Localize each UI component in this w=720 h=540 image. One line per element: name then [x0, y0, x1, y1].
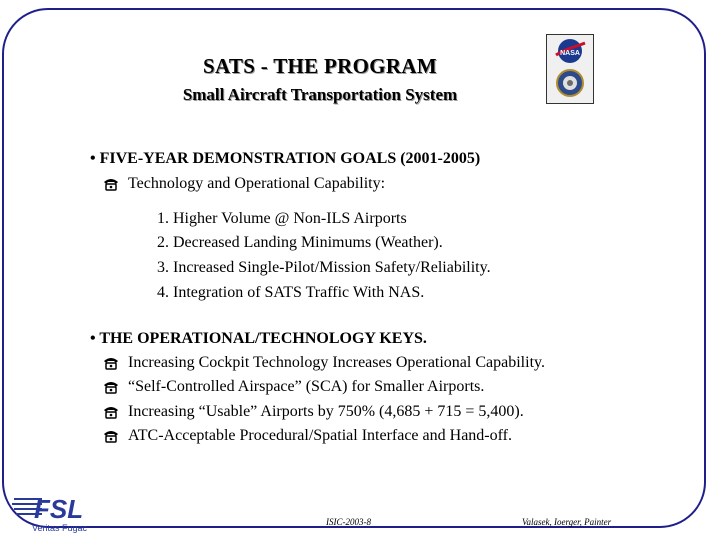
fsl-logo-motto: Veritas Fugac [32, 523, 88, 533]
nasa-logo-icon [547, 35, 593, 103]
footer-code: ISIC-2003-8 [326, 517, 371, 527]
list-item [103, 427, 512, 445]
key-text: Increasing “Usable” Airports by 750% (4,685 + 715 = 5,400). [128, 403, 524, 420]
footer-authors: Valasek, Ioerger, Painter [522, 517, 612, 527]
slide-subtitle: Small Aircraft Transportation System [182, 85, 458, 104]
goal-item: 3. Increased Single-Pilot/Mission Safety/Reliability. [157, 259, 491, 276]
fsl-logo-icon [12, 492, 122, 534]
slide-title: SATS - THE PROGRAM [203, 54, 437, 78]
key-text: ATC-Acceptable Procedural/Spatial Interface and Hand-off. [128, 427, 512, 444]
goal-item: 2. Decreased Landing Minimums (Weather). [157, 234, 443, 251]
list-item [103, 378, 484, 396]
phone-icon [103, 356, 119, 370]
goal-item: 4. Integration of SATS Traffic With NAS. [157, 284, 425, 301]
phone-icon [103, 380, 119, 394]
nasa-logo-text: NASA [560, 50, 580, 57]
list-item [103, 354, 545, 372]
list-item [103, 175, 385, 193]
phone-icon [103, 177, 119, 191]
key-text: “Self-Controlled Airspace” (SCA) for Smaller Airports. [128, 378, 485, 395]
phone-icon [103, 429, 119, 443]
goal-item: 1. Higher Volume @ Non-ILS Airports [157, 210, 407, 227]
phone-icon [103, 405, 119, 419]
fsl-logo-text: FSL [34, 494, 84, 524]
goals-bullet: Technology and Operational Capability: [128, 175, 386, 192]
keys-heading: • THE OPERATIONAL/TECHNOLOGY KEYS. [90, 330, 427, 347]
goals-heading: • FIVE-YEAR DEMONSTRATION GOALS (2001-2005) [90, 150, 481, 167]
key-text: Increasing Cockpit Technology Increases Operational Capability. [128, 354, 545, 371]
list-item [103, 403, 524, 421]
logo-panel [546, 34, 594, 104]
